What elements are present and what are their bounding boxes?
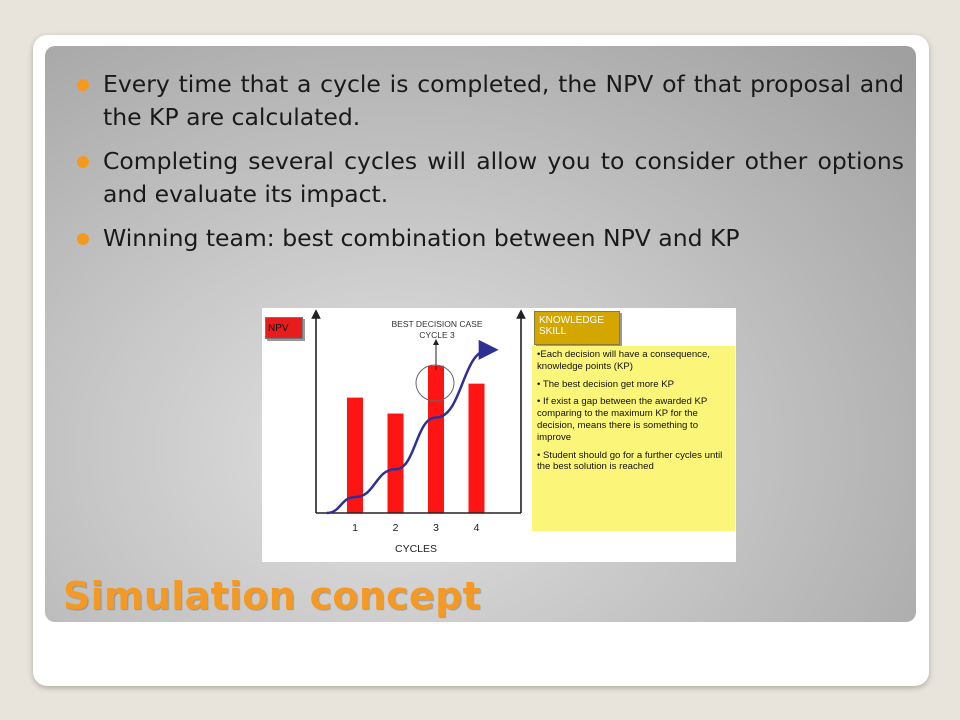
npv-chart (262, 308, 532, 562)
bullet-list (68, 68, 904, 266)
bar-cycle-2 (388, 414, 404, 514)
x-tick-label: 1 (352, 522, 358, 534)
x-tick-label: 3 (433, 522, 439, 534)
skill-label: SKILL (539, 326, 567, 337)
knowledge-skill-badge (534, 311, 620, 345)
annotation-line-1: BEST DECISION CASE (391, 319, 483, 329)
bullet-dot-icon (77, 156, 89, 168)
bullet-item (68, 222, 904, 255)
bar-cycle-4 (469, 384, 485, 513)
annotation-line-2: CYCLE 3 (419, 330, 455, 340)
chart-figure (262, 308, 736, 562)
x-tick-label: 2 (392, 522, 399, 534)
bullet-item (68, 68, 904, 134)
note-item: • Student should go for a further cycles until the best solution is reached (537, 449, 723, 473)
bullet-item (68, 145, 904, 211)
note-item: • The best decision get more KP (537, 378, 675, 390)
note-item: • If exist a gap between the awarded KP comparing to the maximum KP for the decision, means there is something to improve (537, 396, 708, 443)
bar-cycle-3 (428, 366, 444, 513)
knowledge-label: KNOWLEDGE (539, 315, 605, 326)
npv-badge: NPV (265, 317, 303, 339)
knowledge-notes (532, 346, 735, 531)
x-axis-title: CYCLES (394, 543, 438, 555)
bullet-dot-icon (77, 233, 89, 245)
bullet-text: Completing several cycles will allow you to consider other options and evaluate its impact. (103, 147, 904, 208)
x-tick-label: 4 (473, 522, 480, 534)
slide-title: Simulation concept (63, 574, 482, 618)
bullet-dot-icon (77, 79, 89, 91)
bullet-text: Winning team: best combination between NPV and KP (103, 224, 740, 252)
note-item: •Each decision will have a consequence, knowledge points (KP) (537, 349, 710, 372)
bullet-text: Every time that a cycle is completed, the NPV of that proposal and the KP are calculated. (103, 70, 904, 131)
